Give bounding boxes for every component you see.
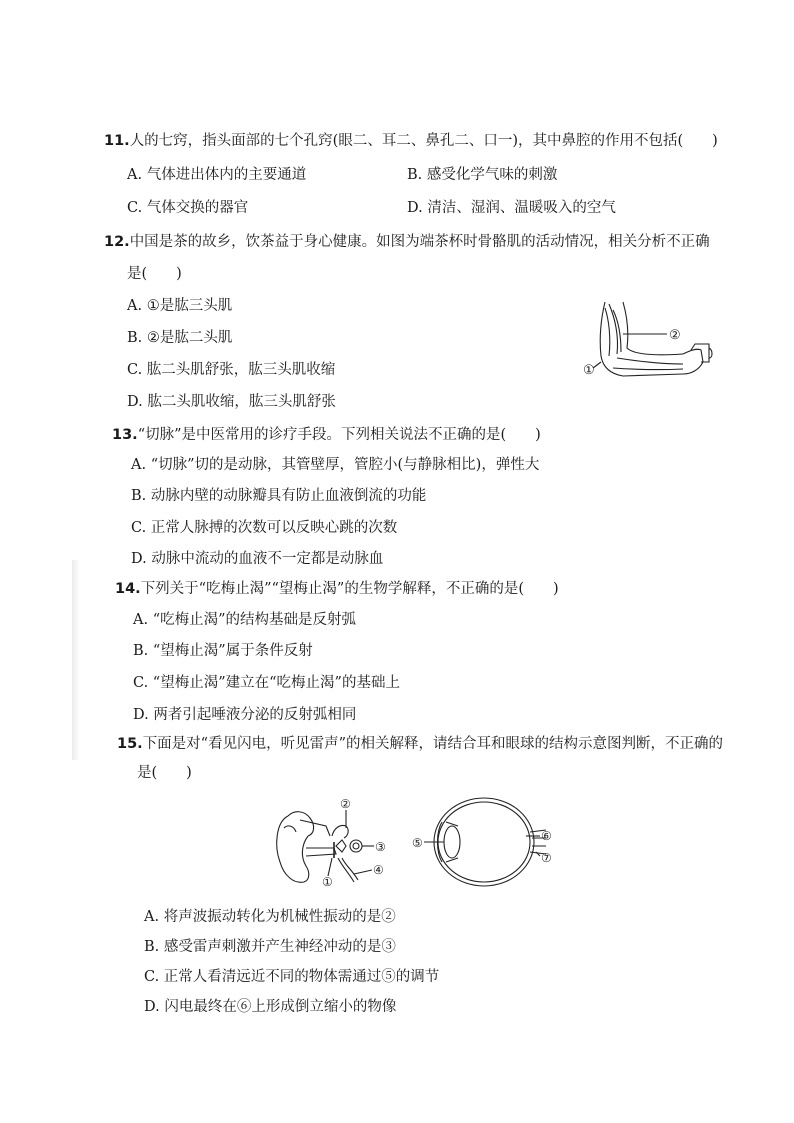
question-11-stem [104, 131, 718, 151]
question-text: 中国是茶的故乡，饮茶益于身心健康。如图为端茶杯时骨骼肌的活动情况，相关分析不正确 [129, 234, 710, 250]
ear-label-2: ② [340, 797, 351, 811]
question-text: 下面是对“看见闪电，听见雷声”的相关解释，请结合耳和眼球的结构示意图判断，不正确的 [142, 736, 724, 752]
ear-label-3: ③ [375, 840, 386, 854]
question-11-option-c: C. 气体交换的器官 [127, 200, 249, 216]
question-12-option-a: A. ①是肱三头肌 [127, 298, 233, 314]
question-14-option-d: D. 两者引起唾液分泌的反射弧相同 [133, 707, 357, 723]
question-12-option-c: C. 肱二头肌舒张，肱三头肌收缩 [127, 362, 336, 378]
question-number: 14. [115, 581, 141, 597]
arm-label-1: ① [583, 363, 595, 378]
ear-structure-figure [270, 796, 392, 890]
question-13-stem [112, 425, 541, 445]
question-15-option-d: D. 闪电最终在⑥上形成倒立缩小的物像 [144, 999, 397, 1015]
question-12-stem-continued: 是( ) [127, 266, 182, 282]
question-13-option-a: A. “切脉”切的是动脉，其管壁厚，管腔小(与静脉相比)，弹性大 [131, 457, 540, 473]
question-15-stem-continued: 是( ) [137, 765, 192, 781]
scan-shadow [72, 560, 80, 760]
question-15-option-b: B. 感受雷声刺激并产生神经冲动的是③ [144, 939, 396, 955]
ear-label-1: ① [322, 875, 333, 889]
question-13-option-c: C. 正常人脉搏的次数可以反映心跳的次数 [131, 520, 398, 536]
question-14-option-b: B. “望梅止渴”属于条件反射 [133, 643, 313, 659]
question-number: 11. [104, 133, 130, 149]
ear-label-4: ④ [373, 863, 384, 877]
question-text: 人的七窍，指头面部的七个孔窍(眼二、耳二、鼻孔二、口一)，其中鼻腔的作用不包括( ) [129, 133, 718, 149]
arm-label-2: ② [669, 328, 681, 343]
question-13-option-b: B. 动脉内壁的动脉瓣具有防止血液倒流的功能 [131, 488, 427, 504]
question-11-option-b: B. 感受化学气味的刺激 [407, 167, 558, 183]
arm-muscle-figure [583, 298, 713, 386]
question-12-stem [104, 232, 710, 252]
question-11-option-a: A. 气体进出体内的主要通道 [127, 167, 307, 183]
question-text: “切脉”是中医常用的诊疗手段。下列相关说法不正确的是( ) [137, 427, 541, 443]
eye-label-6: ⑥ [541, 829, 552, 843]
question-14-option-a: A. “吃梅止渴”的结构基础是反射弧 [133, 612, 357, 628]
eye-label-5: ⑤ [412, 836, 423, 850]
eye-label-7: ⑦ [541, 851, 552, 865]
question-number: 12. [104, 234, 130, 250]
question-number: 15. [117, 736, 143, 752]
question-12-option-b: B. ②是肱二头肌 [127, 330, 233, 346]
question-15-option-c: C. 正常人看清远近不同的物体需通过⑤的调节 [144, 969, 440, 985]
question-15-stem [117, 734, 723, 754]
question-13-option-d: D. 动脉中流动的血液不一定都是动脉血 [131, 551, 384, 567]
question-15-option-a: A. 将声波振动转化为机械性振动的是② [144, 909, 396, 925]
question-11-option-d: D. 清洁、湿润、温暖吸入的空气 [407, 200, 616, 216]
question-14-option-c: C. “望梅止渴”建立在“吃梅止渴”的基础上 [133, 675, 400, 691]
question-number: 13. [112, 427, 138, 443]
question-14-stem [115, 579, 559, 599]
question-12-option-d: D. 肱二头肌收缩，肱三头肌舒张 [127, 394, 336, 410]
eyeball-structure-figure [410, 792, 560, 892]
question-text: 下列关于“吃梅止渴”“望梅止渴”的生物学解释，不正确的是( ) [140, 581, 559, 597]
